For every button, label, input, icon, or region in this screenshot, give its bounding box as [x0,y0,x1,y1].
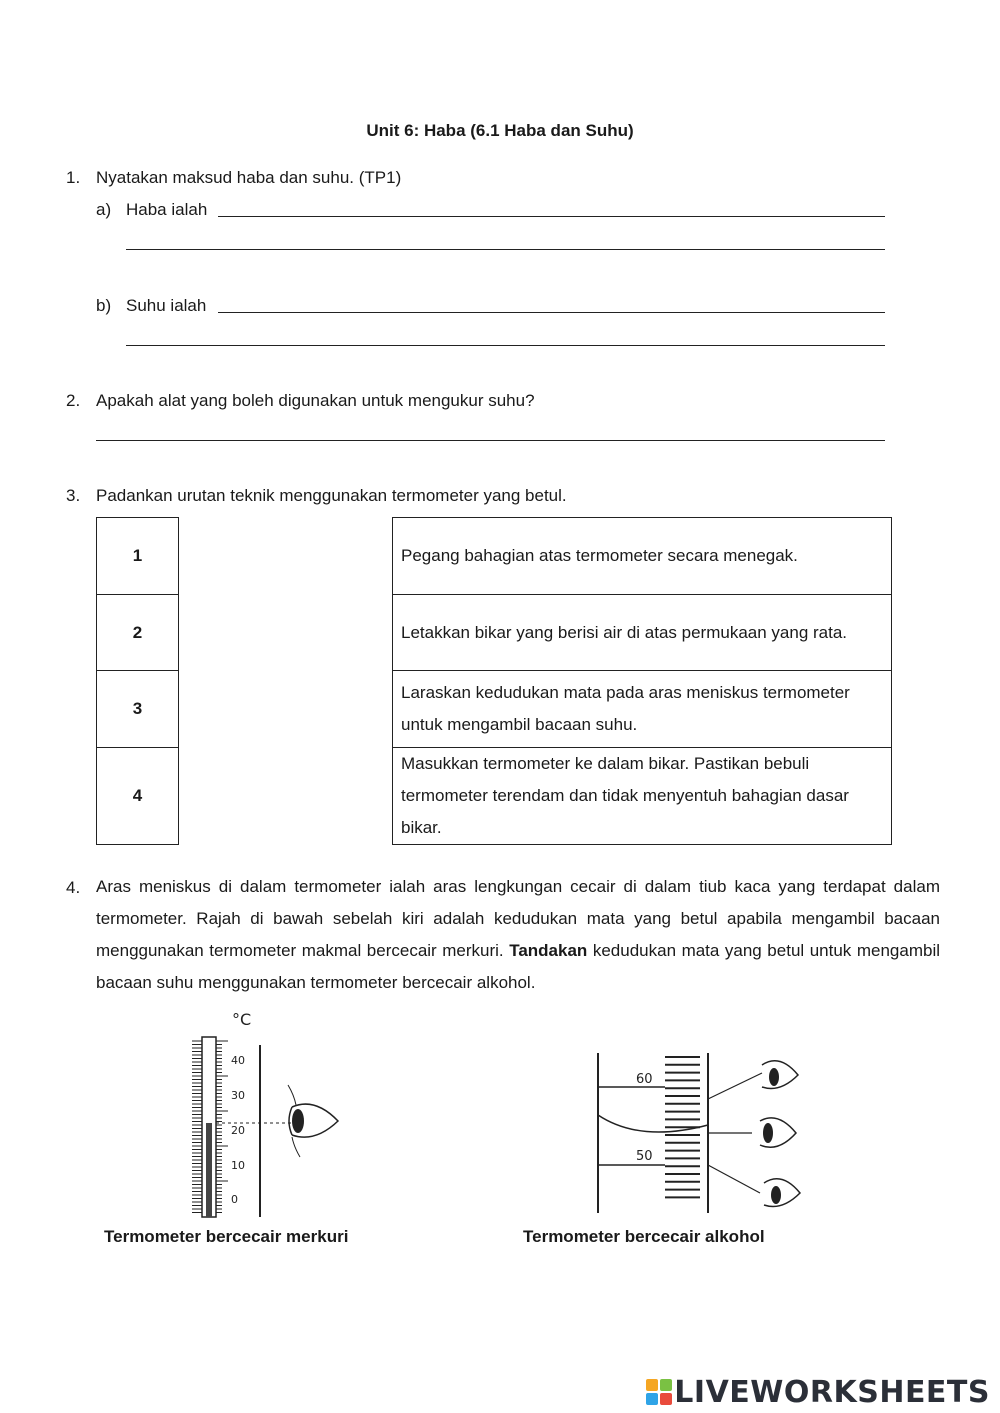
text-segment: kedudukan mata yang betul untuk mengambil bacaan suhu menggunakan termometer bercecair alkohol. [96,941,940,992]
scale-ticks [665,1057,700,1197]
question-4-text [96,871,940,999]
question-number: 3. [66,486,81,505]
logo-text: LIVEWORKSHEETS [674,1374,990,1410]
answer-line-1a-1[interactable] [218,216,885,217]
answer-line-1b-2[interactable] [126,345,885,346]
page-title: Unit 6: Haba (6.1 Haba dan Suhu) [366,121,634,140]
match-step[interactable]: Laraskan kedudukan mata pada aras meniskus termometer untuk mengambil bacaan suhu. [393,671,892,748]
meniscus-curve [598,1115,708,1132]
answer-line-1b-1[interactable] [218,312,885,313]
unit-label: °C [232,1010,252,1029]
match-step[interactable]: Masukkan termometer ke dalam bikar. Pastikan bebuli termometer terendam dan tidak menyentuh bahagian dasar bikar. [393,748,892,845]
match-number[interactable]: 1 [97,518,179,595]
subquestion-text: Suhu ialah [126,296,207,315]
subquestion-text: Haba ialah [126,200,208,219]
eye-icon[interactable] [764,1179,800,1207]
logo-icon [646,1379,672,1405]
mercury-thermometer-figure [180,1005,360,1220]
eye-icon[interactable] [760,1118,796,1147]
tick-label: 20 [231,1124,245,1137]
question-number: 1. [66,168,81,187]
match-number[interactable]: 3 [97,671,179,748]
answer-line-1a-2[interactable] [126,249,885,250]
tick-label: 40 [231,1054,245,1067]
figure-caption-left: Termometer bercecair merkuri [104,1227,349,1246]
sight-line-bottom [708,1165,760,1193]
tick-label: 10 [231,1159,245,1172]
step-column [392,517,892,845]
figure-caption-right: Termometer bercecair alkohol [523,1227,765,1246]
subquestion-label: a) [96,200,112,219]
tick-label: 60 [636,1072,653,1087]
match-number[interactable]: 4 [97,748,179,845]
subquestion-label: b) [96,296,112,315]
question-text: Nyatakan maksud haba dan suhu. (TP1) [96,168,402,187]
tick-label: 0 [231,1193,238,1206]
question-text: Padankan urutan teknik menggunakan termometer yang betul. [96,486,567,505]
answer-line-2[interactable] [96,440,885,441]
tick-label: 50 [636,1149,653,1164]
eye-icon [288,1085,338,1157]
eye-icon [762,1061,798,1089]
alcohol-thermometer-figure [590,1045,815,1215]
match-step[interactable]: Letakkan bikar yang berisi air di atas permukaan yang rata. [393,595,892,671]
number-column [96,517,179,845]
text-segment: Aras meniskus di dalam termometer ialah aras lengkungan cecair di dalam tiub kaca yang terdapat dalam termometer. Rajah di bawah sebelah kiri adalah kedudukan mata yang betul apabila mengambil bacaan menggunakan termometer makmal bercecair merkuri. [96,877,940,960]
match-step[interactable]: Pegang bahagian atas termometer secara menegak. [393,518,892,595]
sight-line-top [708,1073,762,1099]
tick-label: 30 [231,1089,245,1102]
question-text: Apakah alat yang boleh digunakan untuk mengukur suhu? [96,391,535,410]
question-number: 4. [66,878,81,897]
liveworksheets-logo[interactable] [646,1375,990,1409]
bold-instruction: Tandakan [509,941,588,960]
mercury-column [206,1123,212,1217]
match-number[interactable]: 2 [97,595,179,671]
question-number: 2. [66,391,81,410]
